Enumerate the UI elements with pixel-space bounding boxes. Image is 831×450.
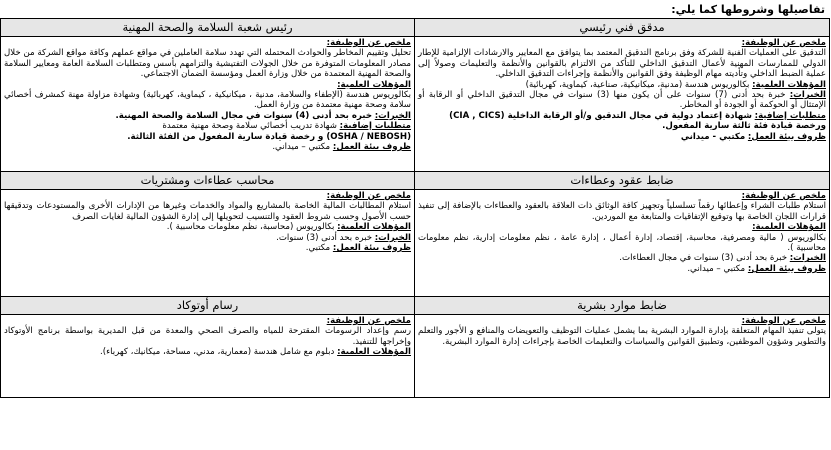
qualifications-label: المؤهلات العلمية: xyxy=(752,222,826,233)
extra-requirements-text: شهادة إعتماد دولية في مجال التدقيق و/أو الرقابة الداخلية (CIA , CICS) xyxy=(449,110,752,121)
jobs-table xyxy=(0,18,830,398)
qualifications-label: المؤهلات العلمية: xyxy=(337,79,411,90)
summary-label: ملخص عن الوظيفة: xyxy=(326,316,411,326)
extra-requirements-text-2: (OSHA / NEBOSH) و رخصة قيادة سارية المفعول من الفئة الثالثة. xyxy=(127,131,411,142)
environment-label: ظروف بيئة العمل: xyxy=(747,263,826,274)
job-title-ohs-section-head: رئيس شعبة السلامة والصحة المهنية xyxy=(1,19,415,37)
intro-text: تفاصيلها وشروطها كما يلي: xyxy=(671,3,825,16)
extra-requirements-label: متطلبات إضافية: xyxy=(754,110,826,121)
job-card-ohs-section-head xyxy=(1,37,415,172)
environment-text: مكتبي - ميداني xyxy=(680,131,746,142)
environment-label: ظروف بيئة العمل: xyxy=(332,243,411,254)
job-title-senior-technical-auditor: مدقق فني رئيسي xyxy=(415,19,830,37)
environment-text: مكتبي – ميداني. xyxy=(272,142,331,153)
qualifications-text: بكالوريوس هندسة (الإطفاء والسلامة، مدنية ، ميكانيكية ، كيماوية، كهربائية) وشهادة مزاولة مهنة كمشرف أخصائي سلامة وصحة مهنية معتمدة من وزارة العمل. xyxy=(4,90,411,111)
environment-label: ظروف بيئة العمل: xyxy=(747,131,826,142)
summary-label: ملخص عن الوظيفة: xyxy=(326,191,411,201)
experience-label: الخبرات: xyxy=(789,90,826,101)
summary-text: استلام طلبات الشراء وإعطائها رقماً تسلسلياً وتجهيز كافة الوثائق ذات العلاقة بالعقود والعطاءات بالإضافة إلى تنفيذ قرارات اللجان الخاصة بها وتوقيع الإتفاقيات والمتابعة مع الموردين. xyxy=(418,201,826,222)
qualifications-text: بكالوريوس هندسة (مدنية، ميكانيكية، صناعية، كيماوية، كهربائية) xyxy=(525,79,750,90)
job-title-autocad-drafter: رسام أوتوكاد xyxy=(1,297,415,315)
extra-requirements-label: متطلبات إضافية: xyxy=(339,121,411,132)
summary-label: ملخص عن الوظيفة: xyxy=(741,191,826,201)
qualifications-label: المؤهلات العلمية: xyxy=(752,79,826,90)
qualifications-text: بكالوريوس ( مالية ومصرفية، محاسبة، إقتصاد، إدارة أعمال ، إدارة عامة ، نظم معلومات إدارية، نظم معلومات محاسبية ). xyxy=(418,232,826,254)
experience-text: خبرة بحد أدنى (3) سنوات في مجال العطاءات. xyxy=(619,253,788,264)
summary-text: تحليل وتقييم المخاطر والحوادث المحتمله التي تهدد سلامة العاملين في مواقع عملهم وكافة مواقع الشركة من خلال مصادر المعلومات المتوفرة من خلال الجولات التفتيشية والتزامهم بأسس ومتطلبات السلامة العامة ومعايير السلامة والصحة المهنية المعتمدة من خلال وزارة العمل ومؤسسة الضمان الاجتماعي. xyxy=(4,48,411,80)
environment-text: مكتبي. xyxy=(305,243,331,254)
job-title-hr-officer: ضابط موارد بشرية xyxy=(415,297,830,315)
qualifications-text: دبلوم مع شامل هندسة (معمارية، مدني، مساحة، ميكانيك، كهرباء). xyxy=(100,347,335,358)
summary-text: يتولى تنفيذ المهام المتعلقة بإدارة الموارد البشرية بما يشمل عمليات التوظيف والتعويضات والمنافع و الأجور والتعلم والتطوير وشؤون الموظفين، وتطبيق القوانين والسياسات والتعليمات الخاصة بإجراءات إدارة الموارد البشرية. xyxy=(418,326,826,347)
environment-text: مكتبي – ميداني. xyxy=(687,263,746,274)
extra-requirements-text: شهادة تدريب أخصائي سلامة وصحة مهنية معتمدة xyxy=(162,121,337,132)
summary-text: استلام المطالبات المالية الخاصة بالمشاريع والمواد والخدمات وغيرها من الإدارات الأخرى والمستودعات وتدقيقها حسب الأصول وحسب شروط العقود والتنسيب لتحويلها إلى إدارة الشؤون المالية لغايات الصرف xyxy=(4,201,411,222)
summary-text: التدقيق على العمليات الفنية للشركة وفق برنامج التدقيق المعتمد بما يتوافق مع المعايير والارشادات الإلزامية للإطار الدولي للممارسات المهنية لأعمال التدقيق الداخلي للتأكد من الالتزام بالقوانين والأنظمة والتعليمات وصولاً إلى عملية الضبط الداخلي وتأديته مهام الوظيفة وفق القوانين والأنظمة وإجراءات التدقيق الداخلي. xyxy=(418,48,826,80)
qualifications-text: بكالوريوس (محاسبة، نظم معلومات محاسبية ). xyxy=(166,222,335,233)
experience-text: خبره بحد أدنى (3) سنوات. xyxy=(276,232,373,243)
experience-label: الخبرات: xyxy=(374,232,411,243)
job-card-hr-officer xyxy=(415,315,830,398)
summary-label: ملخص عن الوظيفة: xyxy=(326,38,411,48)
job-title-procurement-accountant: محاسب عطاءات ومشتريات xyxy=(1,172,415,190)
summary-label: ملخص عن الوظيفة: xyxy=(741,38,826,48)
job-title-contracts-officer: ضابط عقود وعطاءات xyxy=(415,172,830,190)
experience-text: خبرة بحد أدنى (7) سنوات على أن يكون منها (3) سنوات في مجال التدقيق الداخلي أو الرقابة أو الإمتثال أو الحوكمة أو الجودة أو المخاطر. xyxy=(418,90,826,111)
extra-requirements-text-2: ورخصة قيادة فئة ثالثة سارية المفعول. xyxy=(662,121,826,132)
job-card-contracts-officer xyxy=(415,190,830,297)
job-card-procurement-accountant xyxy=(1,190,415,297)
summary-text: رسم وإعداد الرسومات المقترحة للمياه والصرف الصحي والمعدة من قبل المديرية بواسطة برنامج الأوتوكاد وإخراجها للتنفيذ. xyxy=(4,326,411,347)
experience-label: الخبرات: xyxy=(789,253,826,264)
summary-label: ملخص عن الوظيفة: xyxy=(741,316,826,326)
experience-label: الخبرات: xyxy=(374,110,411,121)
job-card-autocad-drafter xyxy=(1,315,415,398)
environment-label: ظروف بيئة العمل: xyxy=(332,142,411,153)
experience-text: خبره بحد أدنى (4) سنوات في مجال السلامة والصحة المهنية. xyxy=(115,110,373,121)
job-card-senior-technical-auditor xyxy=(415,37,830,172)
qualifications-label: المؤهلات العلمية: xyxy=(337,222,411,233)
qualifications-label: المؤهلات العلمية: xyxy=(337,347,411,358)
